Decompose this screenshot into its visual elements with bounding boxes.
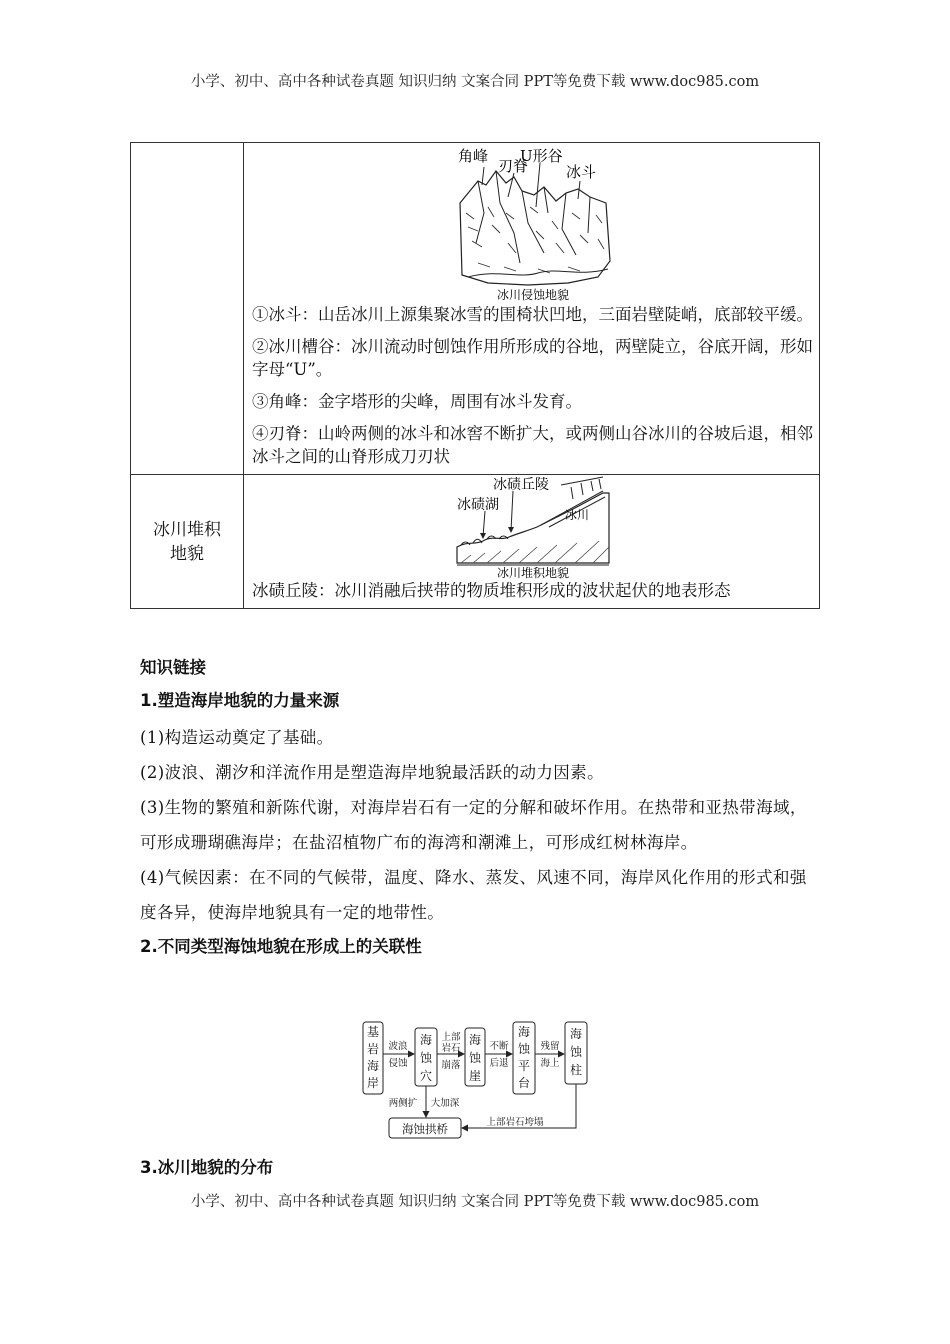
horn-label: 角峰: [457, 147, 488, 165]
erosion-content-cell: [244, 143, 820, 475]
moraine-lake-label: 冰碛湖: [456, 497, 499, 513]
glacier-deposit-figure: [453, 475, 613, 579]
section2-title: 2.不同类型海蚀地貌在形成上的关联性: [140, 937, 422, 956]
deposit-label-line2: 地貌: [170, 543, 204, 564]
bedrock-char-1: 基: [366, 1025, 380, 1039]
arrow4-line2: 海上: [540, 1058, 560, 1069]
cave-char-1: 海: [419, 1033, 433, 1047]
down-right-label: 大加深: [430, 1098, 460, 1109]
s1-p4: (4)气候因素：在不同的气候带，温度、降水、蒸发、风速不同，海岸风化作用的形式和强度各异，使海岸地貌具有一定的地带性。: [140, 868, 807, 922]
arrow2-line2: 岩石: [441, 1043, 461, 1054]
arrow2-line1: 上部: [441, 1032, 461, 1043]
arrow2-line3: 崩落: [441, 1060, 461, 1071]
moraine-hill-label: 冰碛丘陵: [492, 477, 549, 493]
s1-p1: (1)构造运动奠定了基础。: [140, 728, 334, 747]
deposit-text: 冰碛丘陵：冰川消融后挟带的物质堆积形成的波状起伏的地表形态: [252, 581, 731, 600]
arete-label: 刃脊: [497, 157, 528, 175]
glacier-label: 冰川: [564, 508, 589, 522]
platform-char-1: 海: [517, 1025, 531, 1039]
erosion-caption: 冰川侵蚀地貌: [496, 288, 569, 302]
platform-char-2: 蚀: [517, 1042, 531, 1056]
glacier-erosion-figure: [448, 143, 618, 303]
section3-title: 3.冰川地貌的分布: [140, 1158, 274, 1177]
platform-char-4: 台: [517, 1076, 531, 1090]
item-trough: ②冰川槽谷：冰川流动时刨蚀作用所形成的谷地，两壁陡立，谷底开阔，形如字母“U”。: [252, 337, 813, 379]
item-arete: ④刃脊：山岭两侧的冰斗和冰窖不断扩大，或两侧山谷冰川的谷坡后退，相邻冰斗之间的山脊形成刀刃状: [252, 424, 813, 466]
collapse-label: 上部岩石垮塌: [486, 1117, 544, 1128]
bedrock-char-3: 海: [366, 1059, 380, 1073]
landform-table: [130, 142, 820, 609]
cave-char-3: 穴: [419, 1069, 433, 1083]
cliff-char-3: 崖: [468, 1069, 482, 1083]
u-valley-label: U形谷: [519, 147, 563, 165]
cave-char-2: 蚀: [419, 1051, 433, 1065]
knowledge-section: [140, 656, 810, 964]
s1-p3: (3)生物的繁殖和新陈代谢，对海岸岩石有一定的分解和破坏作用。在热带和亚热带海域，可形成珊瑚礁海岸；在盐沼植物广布的海湾和潮滩上，可形成红树林海岸。: [140, 798, 807, 852]
item-horn: ③角峰：金字塔形的尖峰，周围有冰斗发育。: [252, 392, 582, 411]
cliff-char-1: 海: [468, 1033, 482, 1047]
arrow3-line2: 后退: [489, 1058, 509, 1069]
arrow3-line1: 不断: [489, 1041, 509, 1052]
arrow1-line2: 侵蚀: [388, 1058, 408, 1069]
cirque-label: 冰斗: [565, 163, 596, 181]
arch-box-label: 海蚀拱桥: [402, 1122, 448, 1136]
arrow4-line1: 残留: [540, 1041, 560, 1052]
erosion-label-cell: [131, 143, 244, 475]
down-left-label: 两侧扩: [388, 1098, 418, 1109]
item-cirque: ①冰斗：山岳冰川上源集聚冰雪的围椅状凹地，三面岩壁陡峭，底部较平缓。: [252, 305, 813, 324]
section1-title: 1.塑造海岸地貌的力量来源: [140, 691, 340, 710]
stack-char-2: 蚀: [569, 1045, 583, 1059]
s1-p2: (2)波浪、潮汐和洋流作用是塑造海岸地貌最活跃的动力因素。: [140, 763, 604, 782]
page-footer: 小学、初中、高中各种试卷真题 知识归纳 文案合同 PPT等免费下载 www.doc985.com: [190, 1194, 760, 1210]
bedrock-char-2: 岩: [366, 1042, 380, 1056]
arrow1-line1: 波浪: [388, 1041, 408, 1052]
deposit-label-line1: 冰川堆积: [153, 519, 221, 540]
sea-erosion-flowchart: [355, 1018, 595, 1142]
stack-char-1: 海: [569, 1027, 583, 1041]
table-row: [131, 475, 820, 609]
page-header: 小学、初中、高中各种试卷真题 知识归纳 文案合同 PPT等免费下载 www.doc985.com: [190, 74, 760, 90]
deposit-label-cell: [131, 475, 244, 609]
bedrock-char-4: 岸: [366, 1076, 380, 1090]
cliff-char-2: 蚀: [468, 1051, 482, 1065]
platform-char-3: 平: [517, 1059, 531, 1073]
deposit-content-cell: [244, 475, 820, 609]
table-row: [131, 143, 820, 475]
knowledge-title: 知识链接: [140, 658, 206, 677]
deposit-caption: 冰川堆积地貌: [496, 566, 569, 579]
stack-char-3: 柱: [569, 1063, 583, 1077]
